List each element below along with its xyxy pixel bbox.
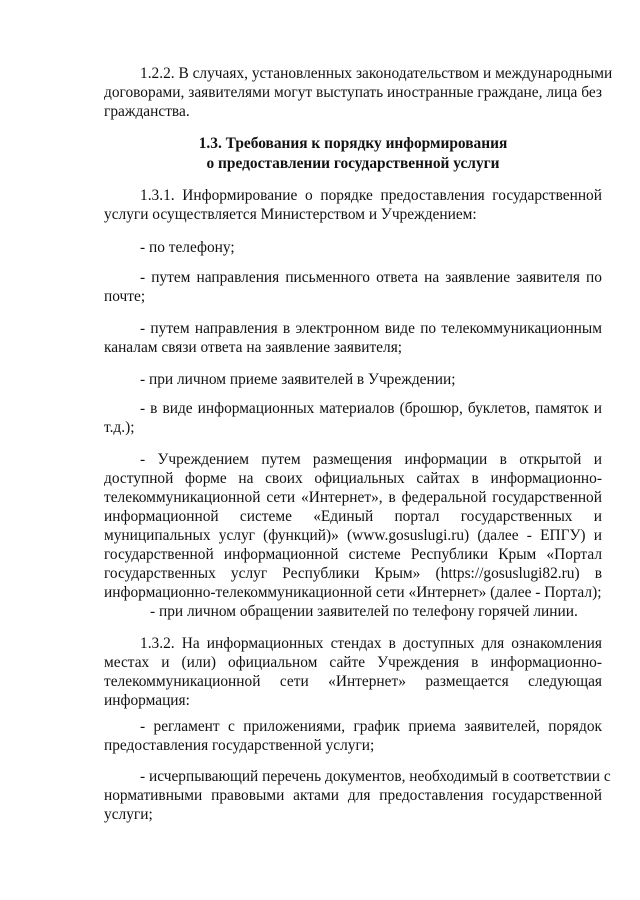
list-item-regulation <box>104 717 602 755</box>
text-line: предоставления государственной услуги; <box>104 737 375 754</box>
paragraph-1-2-2 <box>104 64 613 121</box>
text-line: услуги; <box>104 806 153 823</box>
paragraph-1-3-1 <box>104 186 602 224</box>
list-item-mail <box>104 268 602 306</box>
text-line: - путем направления в электронном виде по телекоммуникационным <box>140 320 602 337</box>
text-line: услуги осуществляется Министерством и Учреждением: <box>104 206 477 223</box>
text-line: информационной системе «Единый портал государственных и <box>104 508 602 525</box>
text-line: - при личном обращении заявителей по телефону горячей линии. <box>150 603 578 620</box>
list-item-electronic <box>104 319 602 357</box>
text-line: - при личном приеме заявителей в Учреждении; <box>140 371 456 388</box>
text-line: договорами, заявителями могут выступать иностранные граждане, лица без <box>104 84 602 101</box>
text-line: муниципальных услуг (функций)» (www.gosuslugi.ru) (далее - ЕПГУ) и <box>104 527 602 544</box>
text-line: телекоммуникационной сети «Интернет», в федеральной государственной <box>104 489 602 506</box>
list-item-documents <box>104 767 611 824</box>
text-line: нормативными правовыми актами для предоставления государственной <box>104 787 602 804</box>
text-line: каналам связи ответа на заявление заявителя; <box>104 339 403 356</box>
text-line: информация: <box>104 692 190 709</box>
text-line: - путем направления письменного ответа на заявление заявителя по <box>140 269 602 286</box>
text-line: 1.2.2. В случаях, установленных законодательством и международными <box>140 65 613 82</box>
text-line: - Учреждением путем размещения информации в открытой и <box>140 451 602 468</box>
text-line: государственных услуг Республики Крым» (https://gosuslugi82.ru) в <box>104 565 602 582</box>
heading-line: 1.3. Требования к порядку информирования <box>198 135 508 152</box>
text-line: телекоммуникационной сети «Интернет» размещается следующая <box>104 673 602 690</box>
heading-line: о предоставлении государственной услуги <box>206 155 500 172</box>
paragraph-1-3-2 <box>104 634 602 710</box>
list-item-personal <box>104 370 602 389</box>
text-line: т.д.); <box>104 419 135 436</box>
text-line: - исчерпывающий перечень документов, необходимый в соответствии с <box>140 768 611 785</box>
text-line: 1.3.2. На информационных стендах в доступных для ознакомления <box>140 635 602 652</box>
list-item-phone <box>104 238 602 257</box>
list-item-hotline <box>104 602 602 621</box>
text-line: - по телефону; <box>140 239 235 256</box>
text-line: почте; <box>104 288 146 305</box>
text-line: государственной информационной системе Республики Крым «Портал <box>104 546 602 563</box>
list-item-materials <box>104 399 602 437</box>
text-line: местах и (или) официальном сайте Учреждения в информационно- <box>104 654 602 671</box>
section-heading-1-3 <box>104 134 602 174</box>
text-line: - регламент с приложениями, график приема заявителей, порядок <box>140 718 602 735</box>
list-item-internet <box>104 450 602 602</box>
text-line: - в виде информационных материалов (брошюр, буклетов, памяток и <box>140 400 602 417</box>
text-line: доступной форме на своих официальных сайтах в информационно- <box>104 470 602 487</box>
text-line: 1.3.1. Информирование о порядке предоставления государственной <box>140 187 602 204</box>
text-line: гражданства. <box>104 103 190 120</box>
text-line: информационно-телекоммуникационной сети «Интернет» (далее - Портал); <box>104 584 602 601</box>
